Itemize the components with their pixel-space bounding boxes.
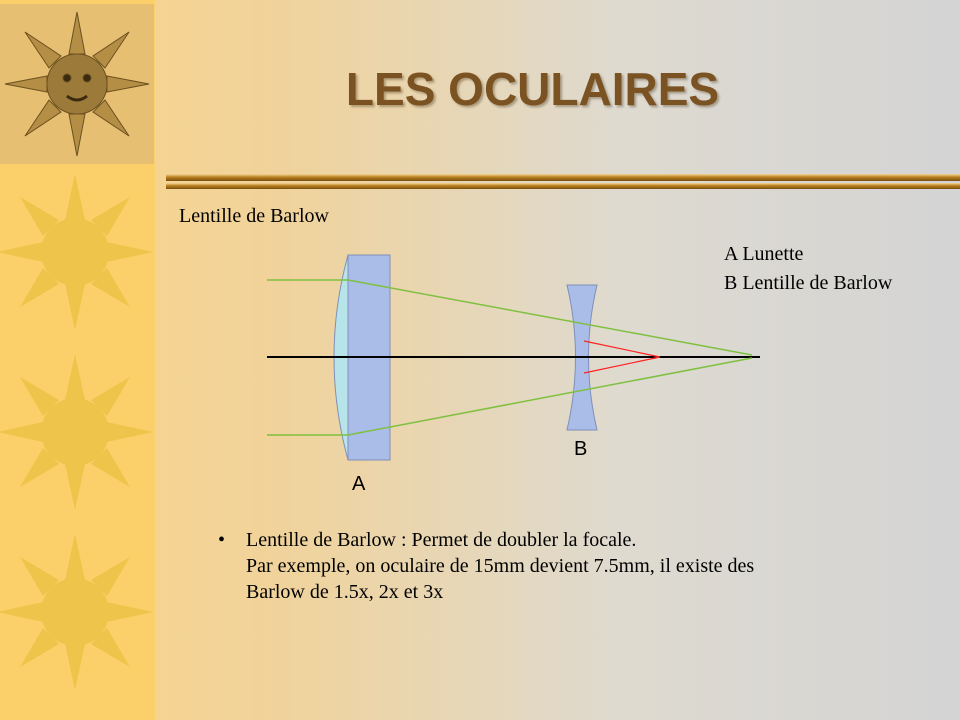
sun-icon [0,530,155,695]
lens-a-label: A [352,473,366,495]
bullet-text [246,527,886,605]
barlow-lens-diagram [262,245,772,500]
diagram-subtitle: Lentille de Barlow [179,205,329,227]
slide-title: LES OCULAIRES [345,63,720,115]
title-divider [166,172,960,192]
bullet-line: Lentille de Barlow : Permet de doubler la focale. [246,529,637,551]
bullet-line: Barlow de 1.5x, 2x et 3x [246,581,444,603]
bullet-line: Par exemple, on oculaire de 15mm devient 7.5mm, il existe des [246,555,755,577]
sun-icon [0,170,155,335]
sun-icon [0,350,155,515]
legend-item-b: B Lentille de Barlow [724,272,893,294]
ray-red-top [584,341,660,357]
lens-b-label: B [574,438,588,460]
ray-red-bottom [584,357,660,373]
legend-item-a: A Lunette [724,243,804,265]
bullet-marker: • [218,529,226,551]
